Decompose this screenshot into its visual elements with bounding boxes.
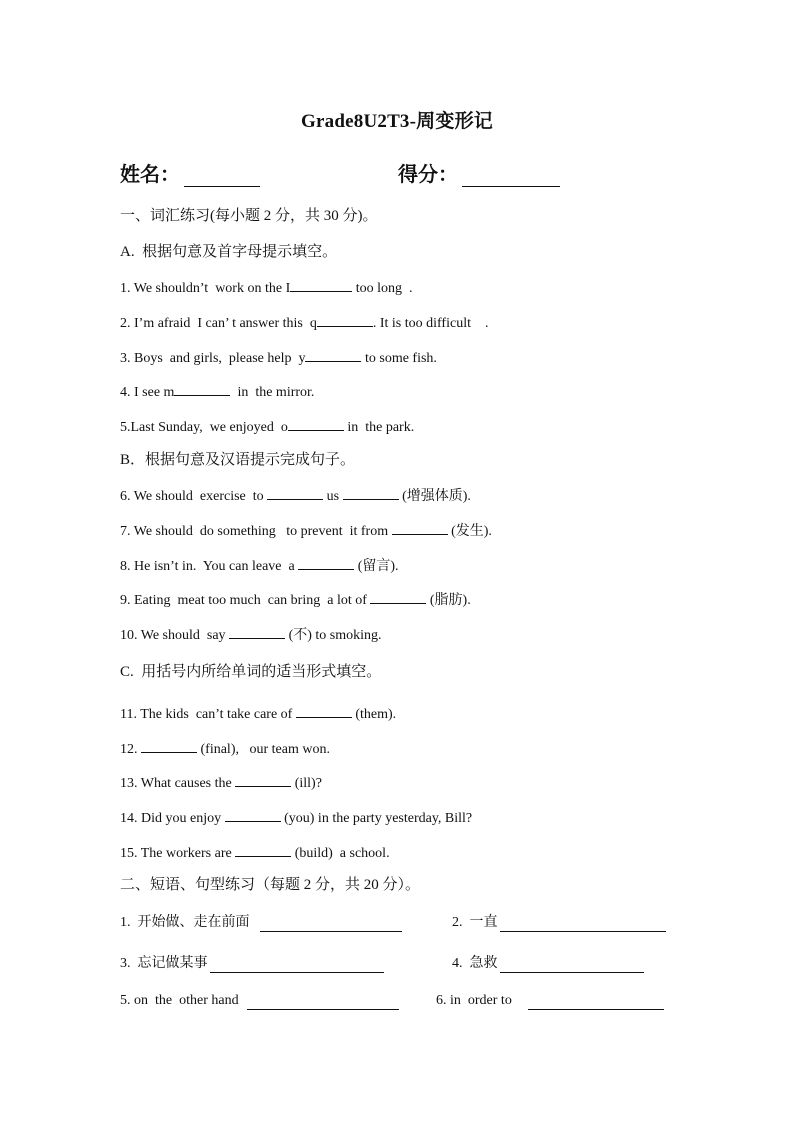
question-11 — [120, 704, 396, 724]
answer-blank[interactable] — [370, 590, 426, 604]
answer-blank[interactable] — [500, 958, 644, 973]
question-text: 1. We shouldn’t work on the I — [120, 281, 291, 296]
question-9 — [120, 590, 471, 610]
section-2-heading: 二、短语、句型练习（每题 2 分，共 20 分）。 — [120, 877, 421, 893]
phrase-2 — [452, 914, 666, 932]
question-text: 8. He isn’t in. You can leave a — [120, 559, 299, 574]
page-title: Grade8U2T3-周变形记 — [301, 111, 493, 132]
answer-blank[interactable] — [174, 382, 230, 396]
answer-blank[interactable] — [225, 808, 281, 822]
question-text: (发生). — [447, 524, 492, 539]
phrase-label: 3. 忘记做某事 — [120, 956, 208, 971]
phrase-label: 2. 一直 — [452, 915, 498, 930]
answer-blank[interactable] — [296, 704, 352, 718]
student-info-row — [120, 158, 680, 190]
answer-blank[interactable] — [392, 521, 448, 535]
answer-blank[interactable] — [528, 995, 664, 1010]
question-1 — [120, 278, 413, 298]
phrase-5 — [120, 992, 399, 1010]
question-text: 5.Last Sunday, we enjoyed o — [120, 420, 288, 435]
question-text: to some fish. — [361, 351, 437, 366]
phrase-4 — [452, 955, 644, 973]
question-text: (不) to smoking. — [285, 628, 382, 643]
phrase-3 — [120, 955, 384, 973]
question-text: 2. I’m afraid I can’ t answer this q — [120, 316, 317, 331]
phrase-label: 6. in order to — [436, 993, 512, 1008]
question-2 — [120, 313, 488, 333]
score-label: 得分： — [398, 164, 458, 186]
score-blank[interactable] — [462, 162, 560, 187]
question-text: us — [323, 489, 343, 504]
question-text: 4. I see m — [120, 385, 175, 400]
question-text: 14. Did you enjoy — [120, 811, 225, 826]
question-13 — [120, 773, 322, 793]
question-text: . It is too difficult . — [372, 316, 489, 331]
question-text: 3. Boys and girls, please help y — [120, 351, 306, 366]
question-text: 6. We should exercise to — [120, 489, 268, 504]
question-15 — [120, 843, 390, 863]
question-3 — [120, 348, 437, 368]
part-a-heading: A. 根据句意及首字母提示填空。 — [120, 244, 338, 260]
answer-blank[interactable] — [290, 278, 352, 292]
question-text: too long . — [352, 281, 413, 296]
question-8 — [120, 556, 399, 576]
name-label: 姓名： — [120, 164, 180, 186]
part-c-heading: C. 用括号内所给单词的适当形式填空。 — [120, 664, 382, 680]
question-text: in the park. — [343, 420, 415, 435]
question-14 — [120, 808, 472, 828]
question-text: 11. The kids can’t take care of — [120, 707, 296, 722]
question-text: (you) in the party yesterday, Bill? — [280, 811, 473, 826]
question-text: (build) a school. — [291, 846, 390, 861]
part-b-heading: B．根据句意及汉语提示完成句子。 — [120, 452, 356, 468]
question-text: 15. The workers are — [120, 846, 236, 861]
name-field — [120, 158, 260, 187]
name-blank[interactable] — [184, 162, 260, 187]
question-7 — [120, 521, 492, 541]
answer-blank[interactable] — [267, 486, 323, 500]
question-text: (留言). — [354, 559, 399, 574]
question-text: 13. What causes the — [120, 776, 236, 791]
question-text: 7. We should do something to prevent it from — [120, 524, 392, 539]
answer-blank[interactable] — [298, 556, 354, 570]
answer-blank[interactable] — [343, 486, 399, 500]
answer-blank[interactable] — [260, 917, 402, 932]
question-text: (ill)? — [291, 776, 322, 791]
phrase-1 — [120, 914, 402, 932]
answer-blank[interactable] — [210, 958, 384, 973]
answer-blank[interactable] — [229, 625, 285, 639]
answer-blank[interactable] — [500, 917, 666, 932]
question-6 — [120, 486, 471, 506]
answer-blank[interactable] — [235, 773, 291, 787]
question-text: 12. — [120, 742, 141, 757]
phrase-label: 4. 急救 — [452, 956, 498, 971]
phrase-6 — [436, 992, 664, 1010]
question-text: (them). — [351, 707, 397, 722]
answer-blank[interactable] — [141, 739, 197, 753]
question-text: (final), our team won. — [197, 742, 330, 757]
question-10 — [120, 625, 382, 645]
question-text: in the mirror. — [230, 385, 315, 400]
phrase-label: 5. on the other hand — [120, 993, 239, 1008]
score-field — [398, 158, 560, 187]
answer-blank[interactable] — [317, 313, 373, 327]
question-4 — [120, 382, 314, 402]
question-12 — [120, 739, 330, 759]
answer-blank[interactable] — [235, 843, 291, 857]
section-1-heading: 一、词汇练习(每小题 2 分，共 30 分)。 — [120, 208, 378, 224]
question-text: 10. We should say — [120, 628, 230, 643]
question-text: 9. Eating meat too much can bring a lot of — [120, 593, 371, 608]
answer-blank[interactable] — [247, 995, 399, 1010]
question-text: (脂肪). — [426, 593, 471, 608]
question-text: (增强体质). — [398, 489, 471, 504]
question-5 — [120, 417, 414, 437]
answer-blank[interactable] — [305, 348, 361, 362]
phrase-label: 1. 开始做、走在前面 — [120, 915, 250, 930]
answer-blank[interactable] — [288, 417, 344, 431]
